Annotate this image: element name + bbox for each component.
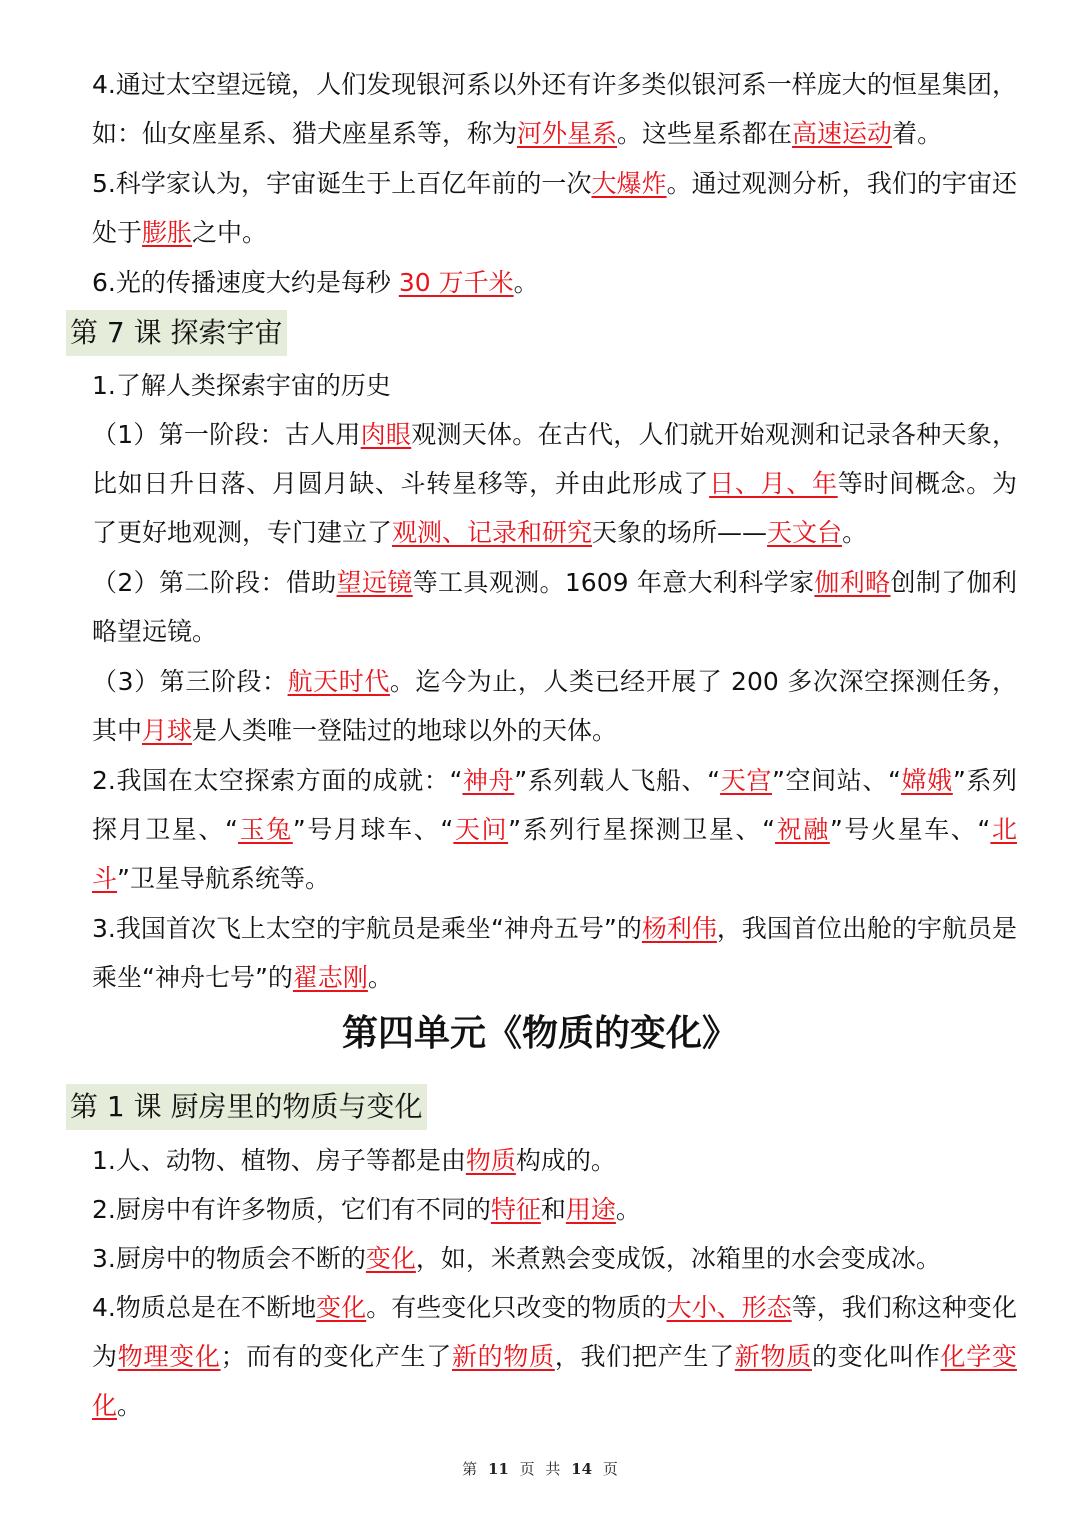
- answer-highlight: 北斗: [92, 815, 1017, 893]
- answer-highlight: 高速运动: [792, 119, 893, 148]
- answer-highlight: 翟志刚: [292, 963, 368, 992]
- answer-highlight: 伽利略: [814, 568, 891, 597]
- answer-highlight: 膨胀: [142, 218, 193, 247]
- unit-title: 第四单元《物质的变化》: [341, 1012, 738, 1054]
- answer-highlight: 大小、形态: [666, 1293, 792, 1322]
- paragraph-galaxies: 4.通过太空望远镜，人们发现银河系以外还有许多类似银河系一样庞大的恒星集团，如：仙女座星系、猎犬座星系等，称为河外星系。这些星系都在高速运动着。: [92, 70, 1017, 148]
- paragraph-light-speed: 6.光的传播速度大约是每秒 30 万千米。: [92, 268, 539, 297]
- answer-highlight: 祝融: [775, 815, 830, 844]
- paragraph-astronauts: 3.我国首次飞上太空的宇航员是乘坐“神舟五号”的杨利伟，我国首位出舱的宇航员是乘坐“神舟七号”的翟志刚。: [92, 914, 1017, 992]
- answer-highlight: 特征: [490, 1195, 541, 1224]
- lesson-heading-1: 第 1 课 厨房里的物质与变化: [66, 1084, 427, 1130]
- paragraph-kitchen-matter: 2.厨房中有许多物质，它们有不同的特征和用途。: [92, 1195, 641, 1224]
- answer-highlight: 物质: [465, 1146, 516, 1175]
- lesson-heading-7: 第 7 课 探索宇宙: [66, 310, 287, 356]
- answer-highlight: 神舟: [462, 766, 515, 795]
- answer-highlight: 30 万千米: [398, 268, 514, 297]
- answer-highlight: 新物质: [734, 1342, 812, 1371]
- answer-highlight: 大爆炸: [591, 169, 667, 198]
- answer-highlight: 天文台: [767, 518, 843, 547]
- answer-highlight: 日、月、年: [709, 469, 838, 498]
- answer-highlight: 天问: [453, 815, 509, 844]
- answer-highlight: 观测、记录和研究: [392, 518, 593, 547]
- answer-highlight: 新的物质: [451, 1342, 555, 1371]
- answer-highlight: 化学变化: [92, 1342, 1017, 1420]
- paragraph-history-title: 1.了解人类探索宇宙的历史: [92, 371, 391, 400]
- answer-highlight: 天宫: [720, 766, 772, 795]
- answer-highlight: 嫦娥: [900, 766, 953, 795]
- answer-highlight: 玉兔: [237, 815, 293, 844]
- answer-highlight: 用途: [565, 1195, 616, 1224]
- paragraph-stage-3: （3）第三阶段：航天时代。迄今为止，人类已经开展了 200 多次深空探测任务，其中月球是人类唯一登陆过的地球以外的天体。: [92, 667, 1017, 745]
- paragraph-stage-1: （1）第一阶段：古人用肉眼观测天体。在古代，人们就开始观测和记录各种天象，比如日升日落、月圆月缺、斗转星移等，并由此形成了日、月、年等时间概念。为了更好地观测，专门建立了观测、记录和研究天象的场所——天文台。: [92, 420, 1017, 547]
- page-footer: 第 11 页 共 14 页: [462, 1460, 618, 1478]
- paragraph-kitchen-change: 3.厨房中的物质会不断的变化，如，米煮熟会变成饭，冰箱里的水会变成冰。: [92, 1244, 941, 1273]
- answer-highlight: 变化: [365, 1244, 416, 1273]
- paragraph-change-types: 4.物质总是在不断地变化。有些变化只改变的物质的大小、形态等，我们称这种变化为物理变化；而有的变化产生了新的物质，我们把产生了新物质的变化叫作化学变化。: [92, 1293, 1017, 1420]
- page-total: 14: [571, 1460, 593, 1478]
- answer-highlight: 杨利伟: [641, 914, 717, 943]
- answer-highlight: 变化: [316, 1293, 367, 1322]
- answer-highlight: 航天时代: [287, 667, 390, 696]
- paragraph-matter: 1.人、动物、植物、房子等都是由物质构成的。: [92, 1146, 616, 1175]
- page-number: 11: [487, 1460, 509, 1478]
- paragraph-achievements: 2.我国在太空探索方面的成就：“神舟”系列载人飞船、“天宫”空间站、“嫦娥”系列探月卫星、“玉兔”号月球车、“天问”系列行星探测卫星、“祝融”号火星车、“北斗”卫星导航系统等。: [92, 766, 1017, 893]
- answer-highlight: 河外星系: [517, 119, 618, 148]
- paragraph-big-bang: 5.科学家认为，宇宙诞生于上百亿年前的一次大爆炸。通过观测分析，我们的宇宙还处于膨胀之中。: [92, 169, 1017, 247]
- answer-highlight: 月球: [142, 716, 193, 745]
- paragraph-stage-2: （2）第二阶段：借助望远镜等工具观测。1609 年意大利科学家伽利略创制了伽利略望远镜。: [92, 568, 1017, 646]
- answer-highlight: 物理变化: [117, 1342, 221, 1371]
- answer-highlight: 望远镜: [336, 568, 413, 597]
- answer-highlight: 肉眼: [360, 420, 412, 449]
